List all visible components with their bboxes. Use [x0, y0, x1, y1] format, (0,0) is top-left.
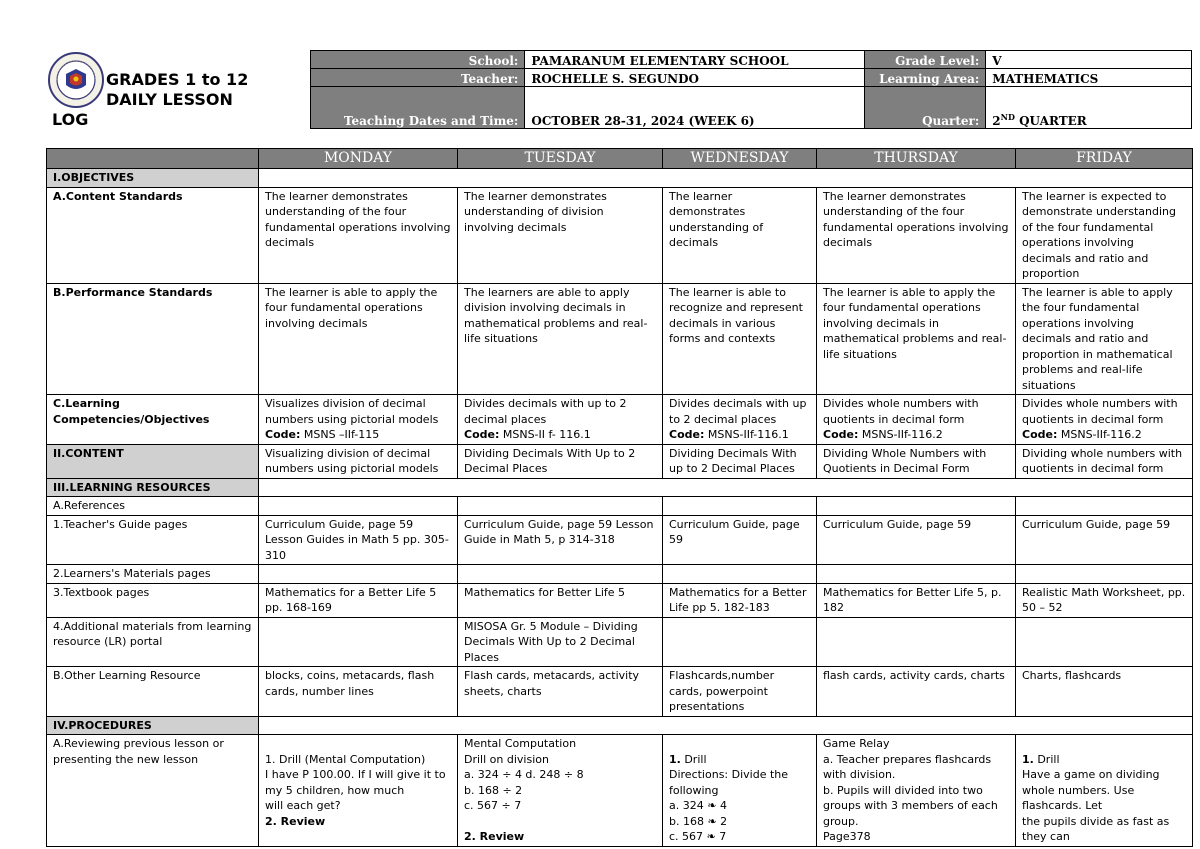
cell-friday: The learner is expected to demonstrate understanding of the four fundamental operations involving decimals and ratio and proportion: [1016, 187, 1193, 283]
cell-tuesday: Dividing Decimals With Up to 2 Decimal Places: [458, 444, 663, 478]
cell-friday: [1016, 565, 1193, 584]
competency-text: Divides whole numbers with quotients in decimal form: [1022, 397, 1178, 426]
cell-thursday: Dividing Whole Numbers with Quotients in Decimal Form: [817, 444, 1016, 478]
table-row-additional-materials: [47, 617, 1193, 667]
competency-text: Divides decimals with up to 2 decimal places: [464, 397, 627, 426]
cell-thursday: The learner is able to apply the four fundamental operations involving decimals in mathematical problems and real-life situations: [817, 283, 1016, 395]
cell-friday: [1016, 497, 1193, 516]
cell-monday: The learner is able to apply the four fundamental operations involving decimals: [259, 283, 458, 395]
dates-value: OCTOBER 28-31, 2024 (WEEK 6): [525, 87, 865, 129]
row-label: 1.Teacher's Guide pages: [47, 515, 259, 565]
text-line: with division.: [823, 768, 896, 781]
text-line: Game Relay: [823, 737, 890, 750]
code-value: MSNS-IIf-116.2: [1057, 428, 1142, 441]
cell-tuesday: MISOSA Gr. 5 Module – Dividing Decimals With Up to 2 Decimal Places: [458, 617, 663, 667]
row-label: A.Reviewing previous lesson or presenting the new lesson: [47, 735, 259, 847]
cell-wednesday: The learner is able to recognize and represent decimals in various forms and contexts: [663, 283, 817, 395]
cell-friday: Charts, flashcards: [1016, 667, 1193, 717]
cell-friday: [1016, 617, 1193, 667]
code-label: Code:: [464, 428, 500, 441]
row-label: 3.Textbook pages: [47, 583, 259, 617]
cell-wednesday: Dividing Decimals With up to 2 Decimal Places: [663, 444, 817, 478]
row-label: A.Content Standards: [47, 187, 259, 283]
competency-text: Visualizes division of decimal numbers using pictorial models: [265, 397, 439, 426]
day-header-friday: FRIDAY: [1016, 149, 1193, 169]
teacher-label: Teacher:: [311, 69, 525, 87]
title-line-1: GRADES 1 to 12: [106, 70, 249, 89]
cell-tuesday: [458, 565, 663, 584]
text-line: Directions: Divide the: [669, 768, 789, 781]
cell-monday: Visualizing division of decimal numbers using pictorial models: [259, 444, 458, 478]
grade-level-value: V: [986, 51, 1192, 69]
cell-thursday: [817, 735, 1016, 847]
cell-monday: [259, 497, 458, 516]
table-row-teachers-guide: [47, 515, 1193, 565]
table-row-performance-standards: [47, 283, 1193, 395]
cell-thursday: flash cards, activity cards, charts: [817, 667, 1016, 717]
section-row-procedures: [47, 716, 1193, 735]
cell-tuesday: The learner demonstrates understanding of division involving decimals: [458, 187, 663, 283]
day-header-row: [47, 149, 1193, 169]
text-line: will each get?: [265, 799, 341, 812]
cell-wednesday: [663, 497, 817, 516]
row-label: 2.Learners's Materials pages: [47, 565, 259, 584]
code-label: Code:: [1022, 428, 1058, 441]
code-value: MSNS-IIf-116.1: [704, 428, 789, 441]
cell-friday: [1016, 395, 1193, 445]
section-fill: [259, 478, 1193, 497]
cell-thursday: [817, 565, 1016, 584]
text-line: b. Pupils will divided into two: [823, 783, 983, 797]
cell-wednesday: The learner demonstrates understanding of decimals: [663, 187, 817, 283]
text-line: my 5 children, how much: [265, 783, 405, 797]
teacher-value: ROCHELLE S. SEGUNDO: [525, 69, 865, 87]
cell-monday: blocks, coins, metacards, flash cards, number lines: [259, 667, 458, 717]
cell-monday: [259, 565, 458, 584]
cell-friday: Realistic Math Worksheet, pp. 50 – 52: [1016, 583, 1193, 617]
table-row-reviewing: [47, 735, 1193, 847]
code-label: Code:: [823, 428, 859, 441]
cell-tuesday: Flash cards, metacards, activity sheets, charts: [458, 667, 663, 717]
code-label: Code:: [265, 428, 301, 441]
text-line: groups with 3 members of each: [823, 799, 998, 812]
row-label: II.CONTENT: [47, 444, 259, 478]
dll-title: [106, 70, 248, 110]
text-line: c. 567 ❧ 7: [669, 830, 727, 843]
text-line: Have a game on dividing: [1022, 768, 1160, 781]
code-value: MSNS-II f- 116.1: [499, 428, 591, 441]
text-line: a. Teacher prepares flashcards: [823, 752, 992, 766]
lesson-log-table: [46, 148, 1193, 847]
cell-monday: The learner demonstrates understanding of the four fundamental operations involving decimals: [259, 187, 458, 283]
cell-monday: Curriculum Guide, page 59 Lesson Guides in Math 5 pp. 305-310: [259, 515, 458, 565]
text-line: I have P 100.00. If I will give it to: [265, 768, 446, 781]
cell-friday: Dividing whole numbers with quotients in decimal form: [1016, 444, 1193, 478]
cell-tuesday: [458, 395, 663, 445]
row-label: A.References: [47, 497, 259, 516]
item-text: Drill: [1033, 752, 1060, 766]
text-line: b. 168 ÷ 2: [464, 783, 523, 797]
cell-monday: [259, 617, 458, 667]
corner-header: [47, 149, 259, 169]
table-row-textbook: [47, 583, 1193, 617]
cell-friday: [1016, 735, 1193, 847]
section-fill: [259, 716, 1193, 735]
table-row-content: [47, 444, 1193, 478]
header-info-table: [310, 50, 1192, 129]
section-label: IV.PROCEDURES: [47, 716, 259, 735]
text-line: Drill on division: [464, 752, 549, 766]
text-line: 2. Review: [265, 814, 326, 828]
table-row-other-resources: [47, 667, 1193, 717]
text-line: 2. Review: [464, 830, 525, 843]
cell-thursday: [817, 497, 1016, 516]
competency-text: Divides decimals with up to 2 decimal places: [669, 397, 807, 426]
row-label: B.Other Learning Resource: [47, 667, 259, 717]
day-header-thursday: THURSDAY: [817, 149, 1016, 169]
competency-text: Divides whole numbers with quotients in decimal form: [823, 397, 979, 426]
cell-friday: Curriculum Guide, page 59: [1016, 515, 1193, 565]
text-line: 1. Drill (Mental Computation): [265, 752, 426, 766]
section-row-resources: [47, 478, 1193, 497]
day-header-wednesday: WEDNESDAY: [663, 149, 817, 169]
quarter-word: QUARTER: [1014, 114, 1087, 128]
cell-thursday: The learner demonstrates understanding of the four fundamental operations involving decimals: [817, 187, 1016, 283]
section-label: III.LEARNING RESOURCES: [47, 478, 259, 497]
cell-friday: The learner is able to apply the four fundamental operations involving decimals and ratio and proportion in mathematical problems and real-life situations: [1016, 283, 1193, 395]
text-line: they can: [1022, 830, 1070, 843]
cell-tuesday: [458, 735, 663, 847]
text-line: group.: [823, 814, 859, 828]
cell-tuesday: The learners are able to apply division involving decimals in mathematical problems and real-life situations: [458, 283, 663, 395]
row-label: 4.Additional materials from learning resource (LR) portal: [47, 617, 259, 667]
item-number: 1.: [1022, 752, 1034, 766]
quarter-value: [986, 87, 1192, 129]
cell-tuesday: Mathematics for Better Life 5: [458, 583, 663, 617]
text-line: [669, 752, 810, 768]
dates-label: Teaching Dates and Time:: [311, 87, 525, 129]
learning-area-label: Learning Area:: [865, 69, 986, 87]
cell-monday: [259, 735, 458, 847]
cell-wednesday: [663, 735, 817, 847]
school-value: PAMARANUM ELEMENTARY SCHOOL: [525, 51, 865, 69]
section-fill: [259, 169, 1193, 188]
row-label: C.Learning Competencies/Objectives: [47, 395, 259, 445]
day-header-monday: MONDAY: [259, 149, 458, 169]
code-value: MSNS-IIf-116.2: [858, 428, 943, 441]
dll-header: [46, 50, 1192, 132]
cell-thursday: [817, 617, 1016, 667]
cell-monday: [259, 395, 458, 445]
cell-tuesday: Curriculum Guide, page 59 Lesson Guide in Math 5, p 314-318: [458, 515, 663, 565]
row-label: B.Performance Standards: [47, 283, 259, 395]
day-header-tuesday: TUESDAY: [458, 149, 663, 169]
cell-thursday: Mathematics for Better Life 5, p. 182: [817, 583, 1016, 617]
cell-thursday: [817, 395, 1016, 445]
quarter-number: 2: [992, 114, 1001, 128]
item-text: Drill: [680, 752, 707, 766]
quarter-suffix: ND: [1000, 112, 1015, 122]
cell-tuesday: [458, 497, 663, 516]
text-line: [1022, 752, 1186, 768]
code-value: MSNS –IIf-115: [300, 428, 380, 441]
table-row-references: [47, 497, 1193, 516]
text-line: the pupils divide as fast as: [1022, 814, 1170, 828]
text-line: c. 567 ÷ 7: [464, 799, 522, 812]
section-row-objectives: [47, 169, 1193, 188]
text-line: b. 168 ❧ 2: [669, 814, 728, 828]
text-line: flashcards. Let: [1022, 799, 1103, 812]
code-label: Code:: [669, 428, 705, 441]
cell-wednesday: [663, 395, 817, 445]
learning-area-value: MATHEMATICS: [986, 69, 1192, 87]
text-line: Mental Computation: [464, 737, 577, 750]
text-line: following: [669, 783, 719, 797]
text-line: Page378: [823, 830, 871, 843]
cell-thursday: Curriculum Guide, page 59: [817, 515, 1016, 565]
text-line: a. 324 ❧ 4: [669, 799, 727, 812]
cell-wednesday: Flashcards,number cards, powerpoint presentations: [663, 667, 817, 717]
table-row-learners-materials: [47, 565, 1193, 584]
quarter-label: Quarter:: [865, 87, 986, 129]
table-row-content-standards: [47, 187, 1193, 283]
deped-seal-logo: [48, 52, 104, 108]
cell-monday: Mathematics for a Better Life 5 pp. 168-169: [259, 583, 458, 617]
title-line-3: LOG: [52, 110, 89, 129]
grade-level-label: Grade Level:: [865, 51, 986, 69]
cell-wednesday: Curriculum Guide, page 59: [663, 515, 817, 565]
text-line: whole numbers. Use: [1022, 783, 1135, 797]
item-number: 1.: [669, 752, 681, 766]
cell-wednesday: [663, 565, 817, 584]
cell-wednesday: Mathematics for a Better Life pp 5. 182-183: [663, 583, 817, 617]
cell-wednesday: [663, 617, 817, 667]
title-line-2: DAILY LESSON: [106, 90, 233, 109]
school-label: School:: [311, 51, 525, 69]
table-row-competencies: [47, 395, 1193, 445]
section-label: I.OBJECTIVES: [47, 169, 259, 188]
text-line: a. 324 ÷ 4 d. 248 ÷ 8: [464, 768, 584, 781]
